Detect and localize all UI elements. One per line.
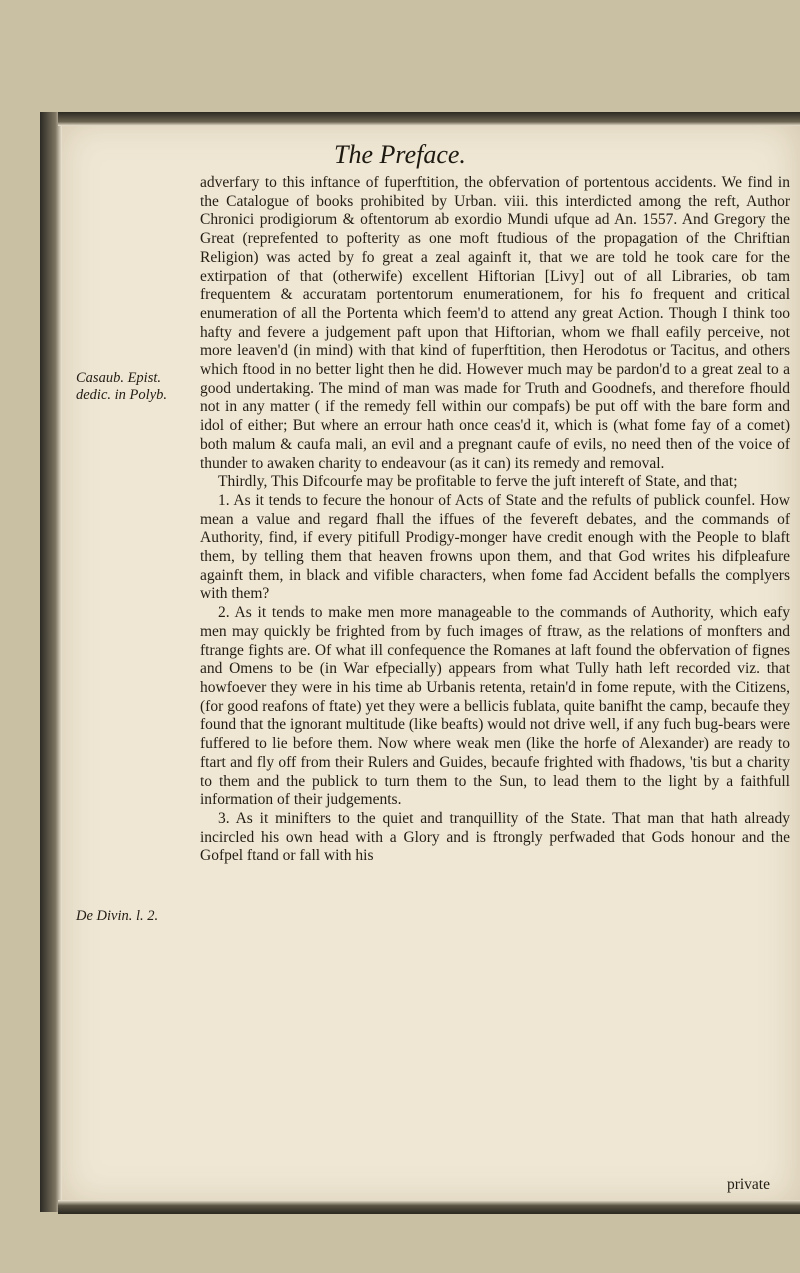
page-gutter-edge — [40, 112, 62, 1212]
margin-note-casaubon: Casaub. Epist. dedic. in Polyb. — [76, 370, 168, 403]
page-top-edge — [58, 112, 800, 126]
paragraph-5: 3. As it minifters to the quiet and tranquillity of the State. That man that hath already incircled his own head with a Glory and is ftrongly perfwaded that Gods honour and the Gofpel ftand or fall with his — [200, 809, 790, 865]
catchword: private — [726, 1176, 770, 1193]
paragraph-4: 2. As it tends to make men more manageable to the commands of Authority, which eafy men may quickly be frighted from by fuch images of ftraw, as the relations of monfters and ftrange fights are. Of what ill confequence the Romanes at laft found the obfervation of fignes and Omens to be (in War efpecially) appears from what Tully hath left recorded viz. that howfoever they were in his time ab Urbanis retenta, retain'd in fome repute, with the Citizens, (for good reafons of ftate) yet they were a bellicis fublata, quite banifht the camp, becaufe they found that the ignorant multitude (like beafts) would not drive well, if any fuch bug-bears were fuffered to lie before them. Now where weak men (like the horfe of Alexander) are ready to ftart and fly off from their Rulers and Guides, becaufe frighted with fhadows, 'tis but a charity to them and the publick to turn them to the Sun, to lead them to the light by a faithfull information of their judgements. — [200, 604, 790, 809]
running-head: The Preface. — [334, 140, 466, 169]
paragraph-2: Thirdly, This Difcourfe may be profitable to ferve the juft intereft of State, and that; — [218, 473, 738, 491]
body-text — [200, 174, 790, 866]
paragraph-3: 1. As it tends to fecure the honour of Acts of State and the refults of publick counfel. How mean a value and regard fhall the iffues of the fevereft debates, and the commands of Authority, find, if every pitifull Prodigy-monger have credit enough with the People to blaft them, by telling them that heaven frowns upon them, and that God writes his difpleafure againft them, in black and vifible characters, when fome fad Accident befalls the complyers with them? — [200, 491, 790, 603]
margin-note-de-divinatione: De Divin. l. 2. — [76, 908, 159, 924]
page-bottom-edge — [58, 1200, 800, 1214]
paragraph-1: adverfary to this inftance of fuperftition, the obfervation of portentous accidents. We find in the Catalogue of books prohibited by Urban. viii. this interdicted among the reft, Author Chronici prodigiorum & oftentorum ab exordio Mundi ufque ad An. 1557. And Gregory the Great (reprefented to pofterity as one moft ftudious of the propagation of the Chriftian Religion) was acted by fo great a zeal againft it, that we are told he took care for the extirpation of that (otherwife) excellent Hiftorian [Livy] out of all Libraries, ob tam frequentem & accuratam portentorum enumerationem, for his fo frequent and critical enumeration of all the Portenta which feem'd to attend any great Action. Though I think too hafty and fevere a judgement paft upon that Hiftorian, whom we fhall eafily perceive, not more leaven'd (in mind) with that kind of fuperftition, then Herodotus or Tacitus, and others which ftood in no better light then he did. However much may be pardon'd to a great zeal to a good undertaking. The mind of man was made for Truth and Goodnefs, and therefore fhould not in any matter ( if the remedy fell within our compafs) be put off with the bare form and idol of either; But where an errour hath once ceas'd it, which is (what fome fay of a comet) both malum & caufa mali, an evil and a pregnant caufe of evils, no need then of the voice of thunder to awaken charity to endeavour (as it can) its remedy and removal. — [200, 174, 790, 472]
